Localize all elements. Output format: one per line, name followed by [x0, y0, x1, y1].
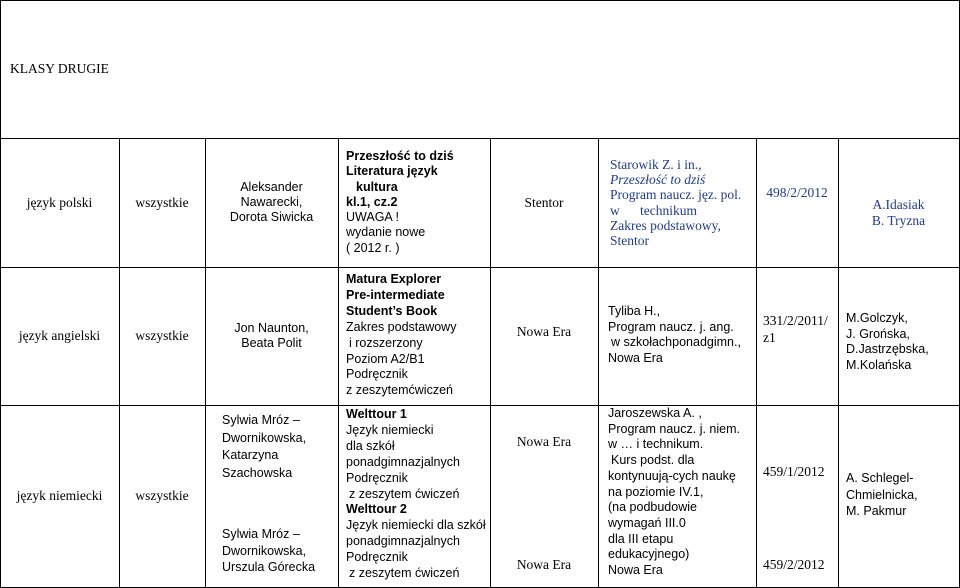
page-title: KLASY DRUGIE [10, 61, 109, 76]
subject-cell: język angielski [18, 328, 101, 344]
publisher-cell: Nowa Era [516, 434, 572, 450]
classes-cell: wszystkie [135, 328, 189, 344]
subject-cell: język polski [26, 194, 93, 210]
approval-number-cell: 498/2/2012 [766, 185, 828, 201]
publisher-cell: Nowa Era [516, 557, 572, 573]
authors-cell: Aleksander Nawarecki, Dorota Siwicka [229, 179, 314, 225]
classes-cell: wszystkie [135, 488, 189, 504]
program-cell: Tyliba H., Program naucz. j. ang. w szkołachponadgimn., Nowa Era [608, 304, 741, 365]
publisher-cell: Stentor [524, 194, 564, 210]
authors-cell: Jon Naunton, Beata Polit [234, 320, 309, 350]
subject-cell: język niemiecki [16, 488, 103, 504]
textbook-cell: Welttour 1 Język niemiecki dla szkół ponadgimnazjalnych Podręcznik z zeszytem ćwiczeń Welttour 2 Język niemiecki dla szkół ponadgimnazjalnych Podręcznik z zeszytem ćwiczeń [346, 407, 486, 581]
publisher-cell: Nowa Era [516, 324, 572, 340]
program-authors-cell: M.Golczyk, J. Grońska, D.Jastrzębska, M.Kolańska [846, 311, 929, 372]
textbook-cell: Matura Explorer Pre-intermediate Student’s Book Zakres podstawowy i rozszerzony Poziom A2/B1 Podręcznik z zeszytemćwiczeń [346, 272, 457, 398]
approval-number-cell: 459/2/2012 [763, 557, 825, 573]
authors-cell: Sylwia Mróz – Dwornikowska, Katarzyna Szachowska [222, 413, 307, 480]
approval-number-cell: 331/2/2011/ z1 [763, 313, 828, 345]
program-cell: Starowik Z. i in., Przeszłość to dziś Program naucz. jęz. pol. w technikum Zakres podstawowy, Stentor [610, 156, 742, 248]
classes-cell: wszystkie [135, 194, 189, 210]
program-cell: Jaroszewska A. , Program naucz. j. niem. w … i technikum. Kurs podst. dla kontynuują-cych naukę na poziomie IV.1, (na podbudowie wymagań III.0 dla III etapu edukacyjnego) Nowa Era [608, 406, 740, 578]
program-authors-cell: A.Idasiak B. Tryzna [871, 197, 926, 228]
program-authors-cell: A. Schlegel- Chmielnicka, M. Pakmur [846, 471, 918, 518]
authors-cell: Sylwia Mróz – Dwornikowska, Urszula Górecka [222, 527, 316, 574]
textbook-cell: Przeszłość to dziś Literatura język kultura kl.1, cz.2 UWAGA ! wydanie nowe ( 2012 r. ) [346, 149, 454, 255]
approval-number-cell: 459/1/2012 [763, 464, 825, 480]
